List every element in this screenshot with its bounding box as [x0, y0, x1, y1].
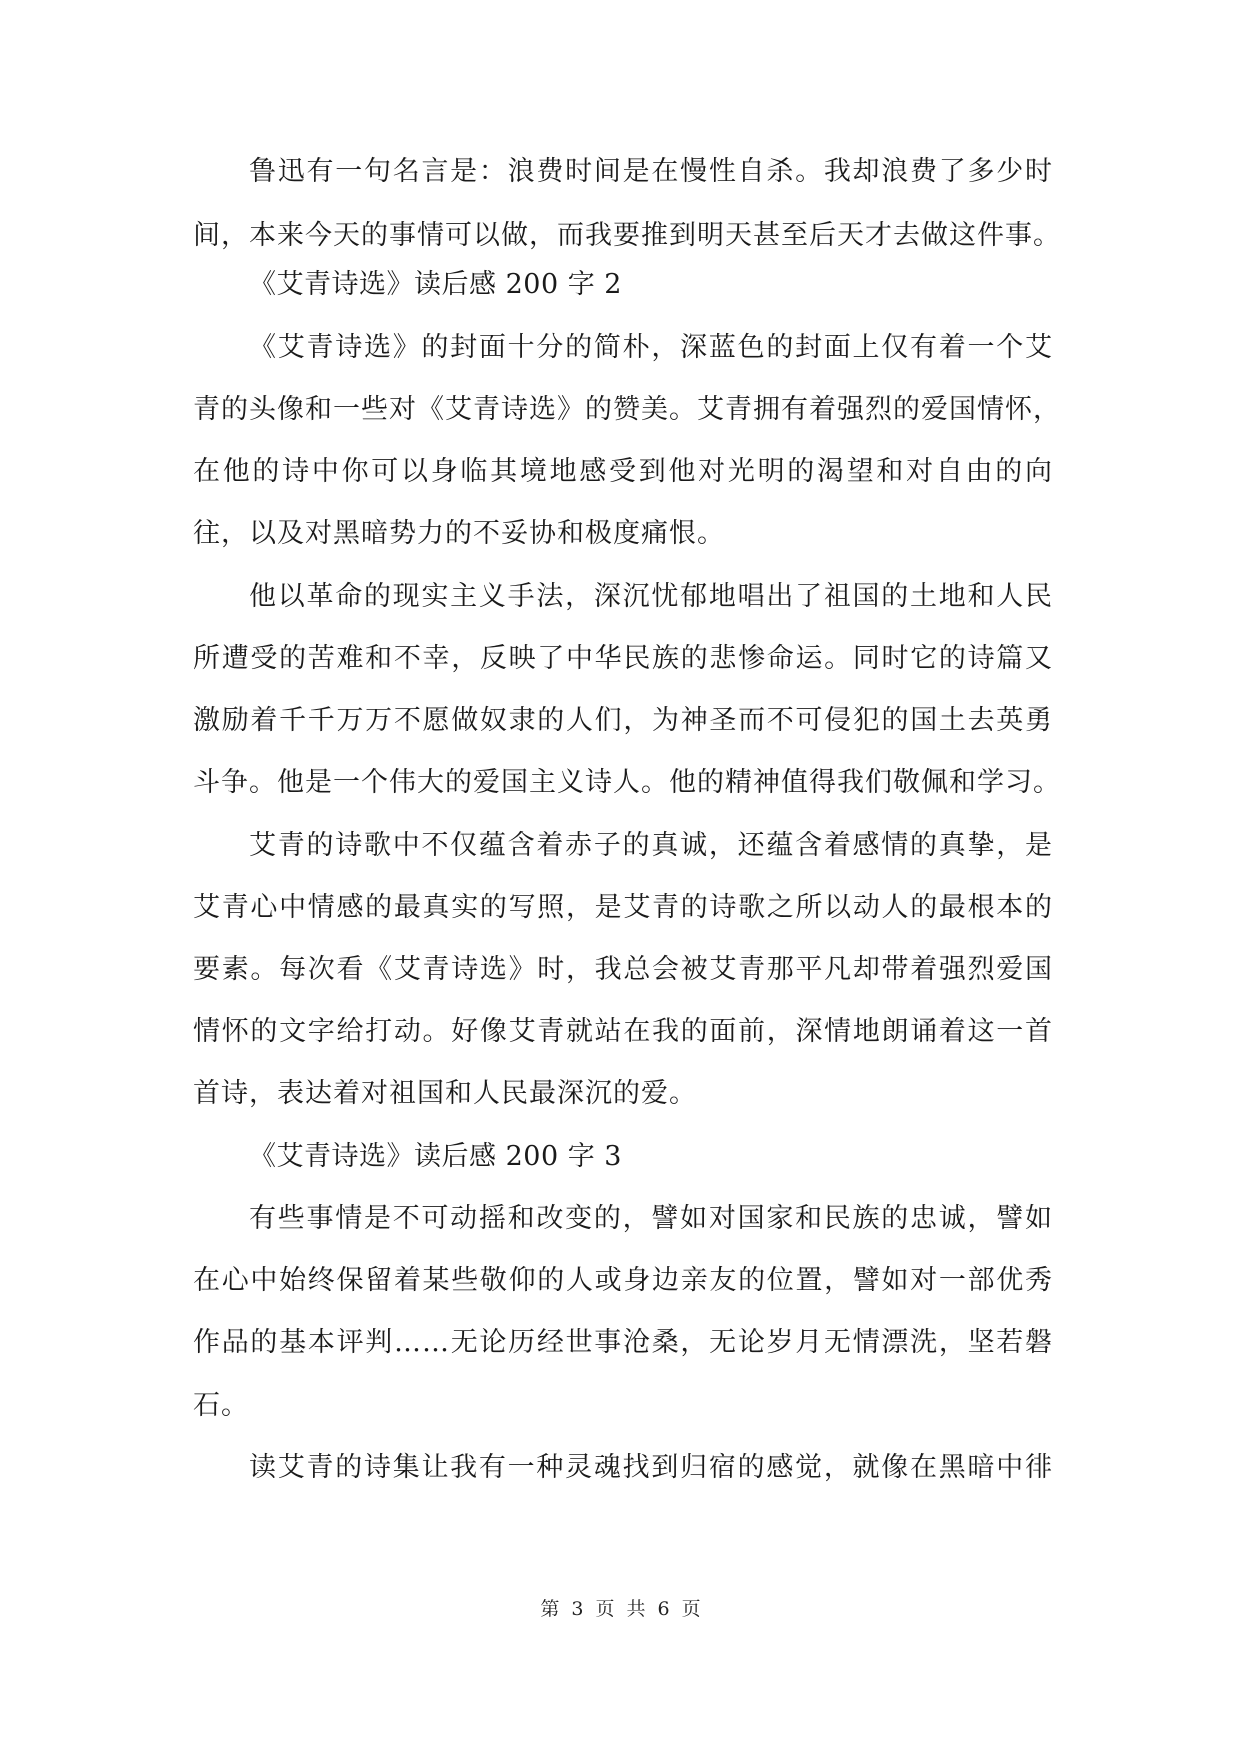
footer-total-pages: 6 [657, 1598, 670, 1620]
paragraph-line: 有些事情是不可动摇和改变的，譬如对国家和民族的忠诚，譬如 [249, 1203, 1053, 1234]
paragraph-line: 石。 [193, 1390, 249, 1421]
footer-ye: 页 [595, 1598, 615, 1620]
paragraph-line: 《艾青诗选》的封面十分的简朴，深蓝色的封面上仅有着一个艾 [249, 332, 1053, 363]
paragraph-line: 他以革命的现实主义手法，深沉忧郁地唱出了祖国的土地和人民 [249, 581, 1053, 612]
paragraph-line: 往，以及对黑暗势力的不妥协和极度痛恨。 [193, 518, 725, 549]
paragraph-line: 作品的基本评判……无论历经世事沧桑，无论岁月无情漂洗，坚若磐 [193, 1327, 1053, 1358]
footer-ye: 页 [681, 1598, 701, 1620]
footer-di: 第 [540, 1598, 560, 1620]
paragraph-line: 间，本来今天的事情可以做，而我要推到明天甚至后天才去做这件事。 [193, 220, 1061, 251]
paragraph-line: 读艾青的诗集让我有一种灵魂找到归宿的感觉，就像在黑暗中徘 [249, 1452, 1053, 1483]
paragraph-line: 激励着千千万万不愿做奴隶的人们，为神圣而不可侵犯的国土去英勇 [193, 705, 1053, 736]
paragraph-line: 在他的诗中你可以身临其境地感受到他对光明的渴望和对自由的向 [193, 456, 1053, 487]
paragraph-line: 情怀的文字给打动。好像艾青就站在我的面前，深情地朗诵着这一首 [193, 1016, 1053, 1047]
section-heading: 《艾青诗选》读后感 200 字 2 [249, 269, 622, 300]
paragraph-line: 艾青的诗歌中不仅蕴含着赤子的真诚，还蕴含着感情的真挚，是 [249, 830, 1053, 861]
paragraph-line: 艾青心中情感的最真实的写照，是艾青的诗歌之所以动人的最根本的 [193, 892, 1053, 923]
paragraph-line: 斗争。他是一个伟大的爱国主义诗人。他的精神值得我们敬佩和学习。 [193, 767, 1061, 798]
paragraph-line: 鲁迅有一句名言是：浪费时间是在慢性自杀。我却浪费了多少时 [249, 156, 1053, 187]
paragraph-line: 在心中始终保留着某些敬仰的人或身边亲友的位置，譬如对一部优秀 [193, 1265, 1053, 1296]
section-heading: 《艾青诗选》读后感 200 字 3 [249, 1141, 622, 1172]
paragraph-line: 要素。每次看《艾青诗选》时，我总会被艾青那平凡却带着强烈爱国 [193, 954, 1053, 985]
paragraph-line: 青的头像和一些对《艾青诗选》的赞美。艾青拥有着强烈的爱国情怀， [193, 394, 1061, 425]
paragraph-line: 首诗，表达着对祖国和人民最深沉的爱。 [193, 1078, 697, 1109]
page-footer [0, 1596, 1241, 1622]
footer-page-number: 3 [571, 1598, 584, 1620]
footer-gong: 共 [626, 1598, 646, 1620]
paragraph-line: 所遭受的苦难和不幸，反映了中华民族的悲惨命运。同时它的诗篇又 [193, 643, 1053, 674]
